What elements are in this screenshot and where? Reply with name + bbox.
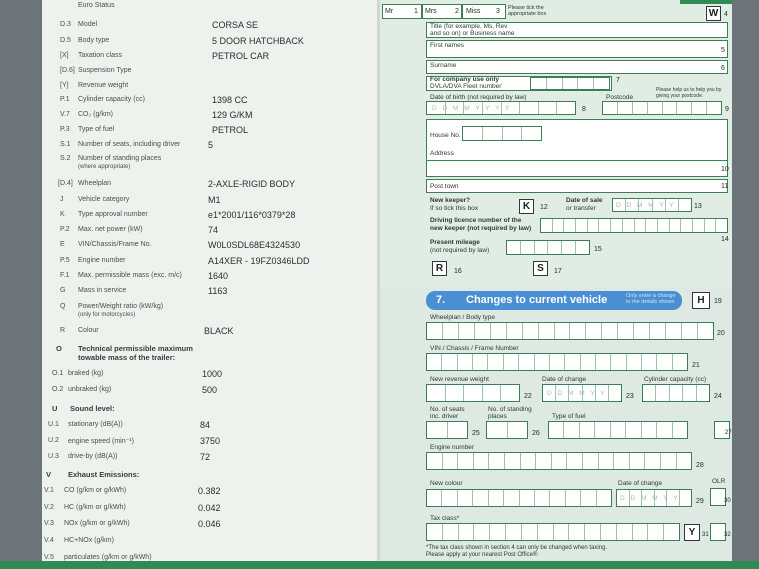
box-number: 27 bbox=[725, 430, 732, 436]
box-number: 6 bbox=[721, 65, 725, 72]
field-value: 1640 bbox=[208, 271, 229, 281]
address-line bbox=[427, 160, 727, 161]
vehicle-details-column: Euro Status D.3 Model CORSA SE D.5 Body type 5 DOOR HATCHBACK [X] Taxation class PETROL CAR [D.6] Suspension Type [Y] Revenue weight P.1 Cylinder capacity (cc) 1398 CC V.7 CO₂ (g/km) 129 G/KM P.3 Type of fuel PETROL S.1 Number of seats, including driver 5 S.2 Number of standing places (where appropriate) [D.4] Wheelplan 2-AXLE-RIGID BODY J Vehicle category M1 K Type approval number e1*2001/116*0379*28 P.2 Max. net power (kW) 74 E VIN/Chassis/Frame No. W0L0SDL68E4324530 P.5 Engine number A14XER - 19FZ0346LDD F.1 Max. permissible mass (exc. m/c) 1640 G Mass in service 1163 Q Power/Weight ratio (kW/kg) (only for motorcycles) R Colour BLACK O Technical permissible maximum towable mass of the trailer: O.1 braked (kg) 1000 O.2 unbraked (kg) 500 U Sound level: U.1 stationary (dB(A)) 84 U.2 engine speed (min⁻¹) 3750 U.3 drive-by (dB(A)) 72 V Exhaust Emissions: V.1 CO (g/km or g/kWh) 0.382 V.2 HC (g/km or g/kWh) 0.042 V.3 NOx (g/km or g/kWh) 0.046 V.4 HC+NOx (g/km) V.5 particulates (g/km or g/kWh) bbox=[42, 0, 377, 569]
field-value: 72 bbox=[200, 452, 211, 462]
box-number: 12 bbox=[540, 204, 548, 211]
box-number: 20 bbox=[717, 330, 725, 337]
house-no-label: House No. bbox=[430, 132, 461, 139]
fuel-label: Type of fuel bbox=[552, 413, 586, 420]
licence-label-2: new keeper (not required by law) bbox=[430, 225, 532, 232]
field-value: 1163 bbox=[208, 286, 228, 296]
colour-label: New colour bbox=[430, 480, 463, 487]
box-number: 28 bbox=[696, 462, 704, 469]
sale-label: Date of sale bbox=[566, 197, 603, 204]
field-value: 5 DOOR HATCHBACK bbox=[212, 36, 304, 46]
company-label: For company use only bbox=[430, 76, 499, 83]
seats-label: No. of seats bbox=[430, 406, 465, 413]
field-value: PETROL CAR bbox=[212, 51, 270, 61]
box-number: 24 bbox=[714, 393, 722, 400]
section-number: 7. bbox=[436, 294, 446, 306]
licence-number-cells[interactable] bbox=[540, 218, 728, 233]
field-value: 500 bbox=[202, 385, 218, 395]
mrs-label: Mrs bbox=[425, 8, 437, 15]
box-number: 19 bbox=[714, 298, 722, 305]
postcode-cells[interactable] bbox=[602, 101, 722, 115]
box-number: 30 bbox=[724, 498, 731, 504]
fuel-cells[interactable] bbox=[548, 421, 688, 439]
box-number: 1 bbox=[414, 8, 418, 15]
revenue-weight-cells[interactable] bbox=[426, 384, 520, 402]
olr-label: OLR bbox=[712, 478, 726, 485]
keeper-label: New keeper? bbox=[430, 197, 471, 204]
section-title: Changes to current vehicle bbox=[466, 294, 608, 306]
box-number: 4 bbox=[724, 11, 728, 18]
box-number: 25 bbox=[472, 430, 480, 437]
date-change-placeholder: D D M M Y Y bbox=[547, 390, 607, 397]
tick-note: Please tick the appropriate box bbox=[508, 5, 547, 17]
field-value: 2-AXLE-RIGID BODY bbox=[208, 179, 296, 189]
tax-class-cells[interactable] bbox=[426, 523, 680, 541]
standing-label-2: places bbox=[488, 413, 507, 420]
fleet-number-cells[interactable] bbox=[530, 77, 610, 90]
cylinder-label: Cylinder capacity (cc) bbox=[644, 376, 707, 383]
field-value: BLACK bbox=[204, 326, 234, 336]
box-number: 21 bbox=[692, 362, 700, 369]
s-box[interactable]: S bbox=[533, 261, 548, 276]
mileage-label-2: (not required by law) bbox=[430, 247, 490, 254]
post-town-label: Post town bbox=[430, 183, 459, 190]
field-value: 0.046 bbox=[198, 519, 221, 529]
box-number: 32 bbox=[724, 532, 731, 538]
y-box[interactable]: Y bbox=[684, 524, 700, 541]
field-value: CORSA SE bbox=[212, 20, 259, 30]
field-value: M1 bbox=[208, 195, 221, 205]
address-label: Address bbox=[430, 150, 454, 157]
licence-label: Driving licence number of the bbox=[430, 217, 522, 224]
box-number: 9 bbox=[725, 106, 729, 113]
box-number: 5 bbox=[721, 47, 725, 54]
surname-field[interactable] bbox=[426, 60, 728, 74]
first-names-label: First names bbox=[430, 42, 464, 49]
field-value: 1000 bbox=[202, 369, 223, 379]
postcode-label: Postcode bbox=[606, 94, 634, 101]
box-number: 2 bbox=[455, 8, 459, 15]
field-value: 0.382 bbox=[198, 486, 221, 496]
field-value: A14XER - 19FZ0346LDD bbox=[208, 256, 310, 266]
colour-cells[interactable] bbox=[426, 489, 612, 507]
engine-cells[interactable] bbox=[426, 452, 692, 470]
miss-label: Miss bbox=[466, 8, 481, 15]
field-value: 84 bbox=[200, 420, 211, 430]
seats-cells[interactable] bbox=[426, 421, 468, 439]
field-value: W0L0SDL68E4324530 bbox=[208, 240, 301, 250]
mileage-label: Present mileage bbox=[430, 239, 480, 246]
box-number: 10 bbox=[721, 166, 729, 173]
section-note: Only enter a change to the details shown bbox=[626, 293, 676, 305]
box-number: 29 bbox=[696, 498, 704, 505]
cylinder-cells[interactable] bbox=[642, 384, 710, 402]
title-label: Title (for example, Ms, Rev bbox=[430, 23, 508, 30]
field-value: 0.042 bbox=[198, 503, 221, 513]
field-value: 1398 CC bbox=[212, 95, 248, 105]
header-bar bbox=[680, 0, 732, 4]
keeper-label-2: If so tick this box bbox=[430, 205, 479, 212]
postcode-help: Please help us to help you by giving your postcode. bbox=[656, 87, 722, 99]
first-names-field[interactable] bbox=[426, 40, 728, 58]
field-value: 129 G/KM bbox=[212, 110, 253, 120]
field-value: 5 bbox=[208, 140, 214, 150]
wheelplan-cells[interactable] bbox=[426, 322, 714, 340]
date-change-2-label: Date of change bbox=[618, 480, 663, 487]
field-value: PETROL bbox=[212, 125, 249, 135]
r-box[interactable]: R bbox=[432, 261, 447, 276]
box-number: 22 bbox=[524, 393, 532, 400]
field-value: e1*2001/116*0379*28 bbox=[208, 210, 296, 220]
box-number: 3 bbox=[496, 8, 500, 15]
revenue-weight-label: New revenue weight bbox=[430, 376, 489, 383]
vin-label: VIN / Chassis / Frame Number bbox=[430, 345, 519, 352]
new-keeper-column bbox=[380, 0, 732, 569]
box-number: 7 bbox=[616, 77, 620, 84]
section-7-header bbox=[426, 291, 682, 310]
wheelplan-label: Wheelplan / Body type bbox=[430, 314, 496, 321]
standing-cells[interactable] bbox=[486, 421, 528, 439]
engine-label: Engine number bbox=[430, 444, 475, 451]
field-value: 74 bbox=[208, 225, 219, 235]
field-value: 3750 bbox=[200, 436, 221, 446]
box-number: 15 bbox=[594, 246, 602, 253]
tax-class-label: Tax class* bbox=[430, 515, 460, 522]
title-label-2: and so on) or Business name bbox=[430, 30, 515, 37]
sale-date-placeholder: D D M M Y Y bbox=[616, 202, 676, 209]
box-number: 17 bbox=[554, 268, 562, 275]
vin-cells[interactable] bbox=[426, 353, 688, 371]
standing-label: No. of standing bbox=[488, 406, 532, 413]
box-number: 26 bbox=[532, 430, 540, 437]
seats-label-2: inc. driver bbox=[430, 413, 459, 420]
registration-document bbox=[42, 0, 732, 569]
h-box[interactable]: H bbox=[692, 292, 710, 309]
mr-label: Mr bbox=[385, 8, 394, 15]
box-number: 8 bbox=[582, 106, 586, 113]
mileage-cells[interactable] bbox=[506, 240, 590, 255]
box-number: 14 bbox=[721, 236, 729, 243]
box-number: 11 bbox=[721, 183, 729, 190]
box-number: 16 bbox=[454, 268, 462, 275]
tax-footnote: *The tax class shown in section 4 can only be changed when taxing. bbox=[426, 545, 608, 551]
bottom-green-strip bbox=[0, 561, 759, 569]
k-box[interactable]: K bbox=[519, 199, 534, 214]
house-no-cells[interactable] bbox=[462, 126, 542, 141]
dob-placeholder: D D M M Y Y Y Y bbox=[432, 105, 512, 112]
post-town-field[interactable] bbox=[426, 179, 728, 193]
surname-label: Surname bbox=[430, 62, 457, 69]
w-box: W bbox=[706, 6, 721, 21]
dob-label: Date of birth (not required by law) bbox=[430, 94, 527, 101]
date-change-label: Date of change bbox=[542, 376, 587, 383]
fleet-label: DVLA/DVA Fleet number bbox=[430, 83, 502, 90]
box-number: 23 bbox=[626, 393, 634, 400]
box-number: 31 bbox=[702, 532, 709, 538]
box-number: 13 bbox=[694, 203, 702, 210]
tax-footnote-2: Please apply at your nearest Post Office® bbox=[426, 552, 538, 558]
sale-label-2: or transfer bbox=[566, 205, 596, 212]
date-change-2-placeholder: D D M M Y Y bbox=[620, 495, 680, 502]
